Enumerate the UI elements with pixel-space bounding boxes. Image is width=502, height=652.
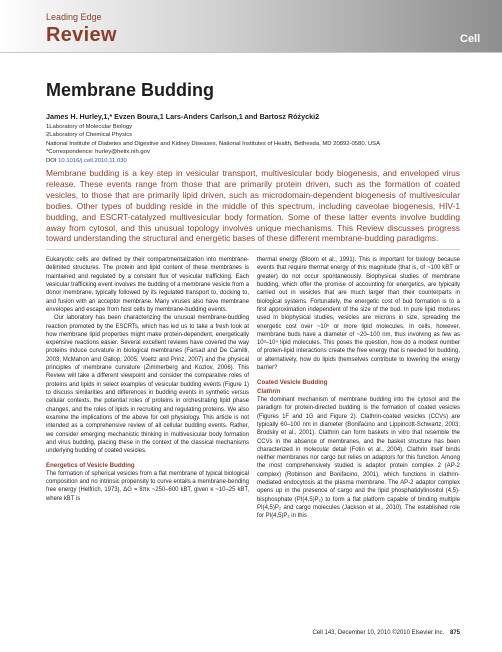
abstract: Membrane budding is a key step in vesicular transport, multivesicular body biogenesis, and enveloped virus release. These events range from those that are primarily protein driven, such as the formation of coated vesicles, to those that are primarily lipid driven, such as microdomain-dependent biogenesis of multivesicular bodies. Other types of budding reside in the middle of this spectrum, including caveolae biogenesis, HIV-1 budding, and ESCRT-catalyzed multivesicular body formation. Some of these latter events involve budding away from cytosol, and this unusual topology involves unique mechanisms. This Review discusses progress toward understanding the structural and energetic bases of these different membrane-budding paradigms.	[46, 168, 460, 244]
paragraph-thermal-energy: thermal energy (Bloom et al., 1991). This is important for biology because events that require thermal energy of this magnitude (that is, of ~100 kBT or greater) do not occur spontaneously. Biophysical studies of membrane budding, which offer the promise of accounting for energetics, are typically carried out in vesicles that are much larger than their counterparts in biological systems. Fortunately, the energetic cost of bud formation is to a first approximation independent of the size of the bud. In pure lipid mixtures used in biophysical studies, vesicles are microns in size, spreading the energetic cost over ~10⁶ or more lipid molecules. In cells, however, membrane buds have a diameter of ~20–100 nm, thus involving as few as 10³–10⁴ lipid molecules. This poses the question, how do a modest number of protein-lipid interactions create the free energy that is needed for budding, or alternatively, how do lipids themselves contribute to lowering the energy barrier?	[257, 257, 460, 372]
body-column-right	[257, 256, 460, 521]
affiliation-2: 2Laboratory of Chemical Physics	[46, 132, 133, 139]
footer-citation: Cell 143, December 10, 2010 ©2010 Elsevier Inc.	[312, 630, 445, 636]
abstract-divider	[46, 249, 460, 250]
paragraph-review-scope: Our laboratory has been characterizing the unusual membrane-budding reaction promoted by the ESCRTs, which has led us to take a fresh look at how membrane lipid properties might make protein-dependent, energetically expensive reactions easier. Several excellent reviews have covered the way proteins induce curvature in biological membranes (Farsad and De Camilli, 2003; McMahon and Gallop, 2005; Voeltz and Prinz, 2007) and the physical principles of membrane curvature (Zimmerberg and Kozlov, 2006). This Review will take a different viewpoint and consider the comparative roles of proteins and lipids in select examples of vesicular budding events (Figure 1) to discuss similarities and differences in budding events in synthetic versus cellular contexts, the potential roles of proteins in orchestrating lipid phase changes, and the roles of lipids in recruiting and regulating proteins. We also examine the implications of the above for cell physiology. This article is not intended as a comprehensive review of all cellular budding events. Rather, we consider emerging mechanistic thinking in multivesicular body formation and virus budding, placing these in the context of the classical mechanisms underlying budding of coated vesicles.	[46, 315, 249, 455]
heading-energetics: Energetics of Vesicle Budding	[46, 461, 135, 469]
page-number: 875	[449, 630, 460, 636]
subheading-clathrin: Clathrin	[257, 387, 281, 395]
header-divider	[0, 52, 502, 53]
paragraph-clathrin: The dominant mechanism of membrane budding into the cytosol and the paradigm for protein-directed budding is the formation of coated vesicles (Figures 1F and 1G and Figure 2). Clathrin-coated vesicles (CCVs) are typically 60–100 nm in diameter (Bonifacino and Lippincott-Schwartz, 2003; Brodsky et al., 2001). Clathrin can form baskets in vitro that resemble the CCVs in the absence of membranes, and the basket structure has been characterized in molecular detail (Fotin et al., 2004). Clathrin itself binds neither membranes nor cargo but relies on adaptors for this function. Among the most comprehensively studied is adaptor protein complex 2 (AP-2 complex) (Robinson and Bonifacino, 2001), which functions in clathrin-mediated endocytosis at the plasma membrane. The AP-2 adaptor complex opens up in the presence of cargo and the lipid phosphatidylinositol (4,5)-bisphosphate (PI(4,5)P₂) to form a flat platform capable of binding multiple PI(4,5)P₂ and cargo molecules (Jackson et al., 2010). The established role for PI(4,5)P₂ in this	[257, 396, 460, 520]
affiliation-address: National Institute of Diabetes and Digestive and Kidney Diseases, National Institutes of Health, Bethesda, MD 20892-0580, USA	[46, 140, 380, 147]
heading-coated-vesicle: Coated Vesicle Budding	[257, 379, 328, 387]
doi-row	[46, 157, 466, 165]
body-column-left	[46, 256, 249, 503]
author-list: James H. Hurley,1,* Evzen Boura,1 Lars-Anders Carlson,1 and Bartosz Różycki2	[46, 112, 320, 121]
journal-logo: Cell	[460, 33, 481, 45]
affiliations	[46, 123, 466, 165]
paragraph-energetics: The formation of spherical vesicles from a flat membrane of typical biological composition and no intrinsic propensity to curve entails a membrane-bending free energy (Helfrich, 1973), ΔG = 8πκ ~250–600 kBT, given κ ~10–25 kBT, where kBT is	[46, 470, 249, 502]
header-kicker: Leading Edge	[46, 12, 102, 22]
page-footer	[300, 630, 460, 636]
affiliation-1: 1Laboratory of Molecular Biology	[46, 124, 133, 130]
correspondence[interactable]: *Correspondence: hurley@helix.nih.gov	[46, 149, 150, 156]
doi-label: DOI	[46, 157, 57, 164]
doi-link[interactable]: 10.1016/j.cell.2010.11.030	[58, 157, 127, 164]
section-label: Review	[46, 24, 117, 46]
article-title: Membrane Budding	[46, 80, 215, 100]
paragraph-intro: Eukaryotic cells are defined by their compartmentalization into membrane-delimited structures. The protein and lipid content of these membranes is maintained and regulated by a constant flux of vesicular trafficking. Each vesicular trafficking event involves the budding of a membrane vesicle from a donor membrane, typically followed by its regulated transport to, docking to, and fusion with an acceptor membrane. Many viruses also have membrane envelopes and escape from host cells by membrane-budding events.	[46, 257, 249, 313]
